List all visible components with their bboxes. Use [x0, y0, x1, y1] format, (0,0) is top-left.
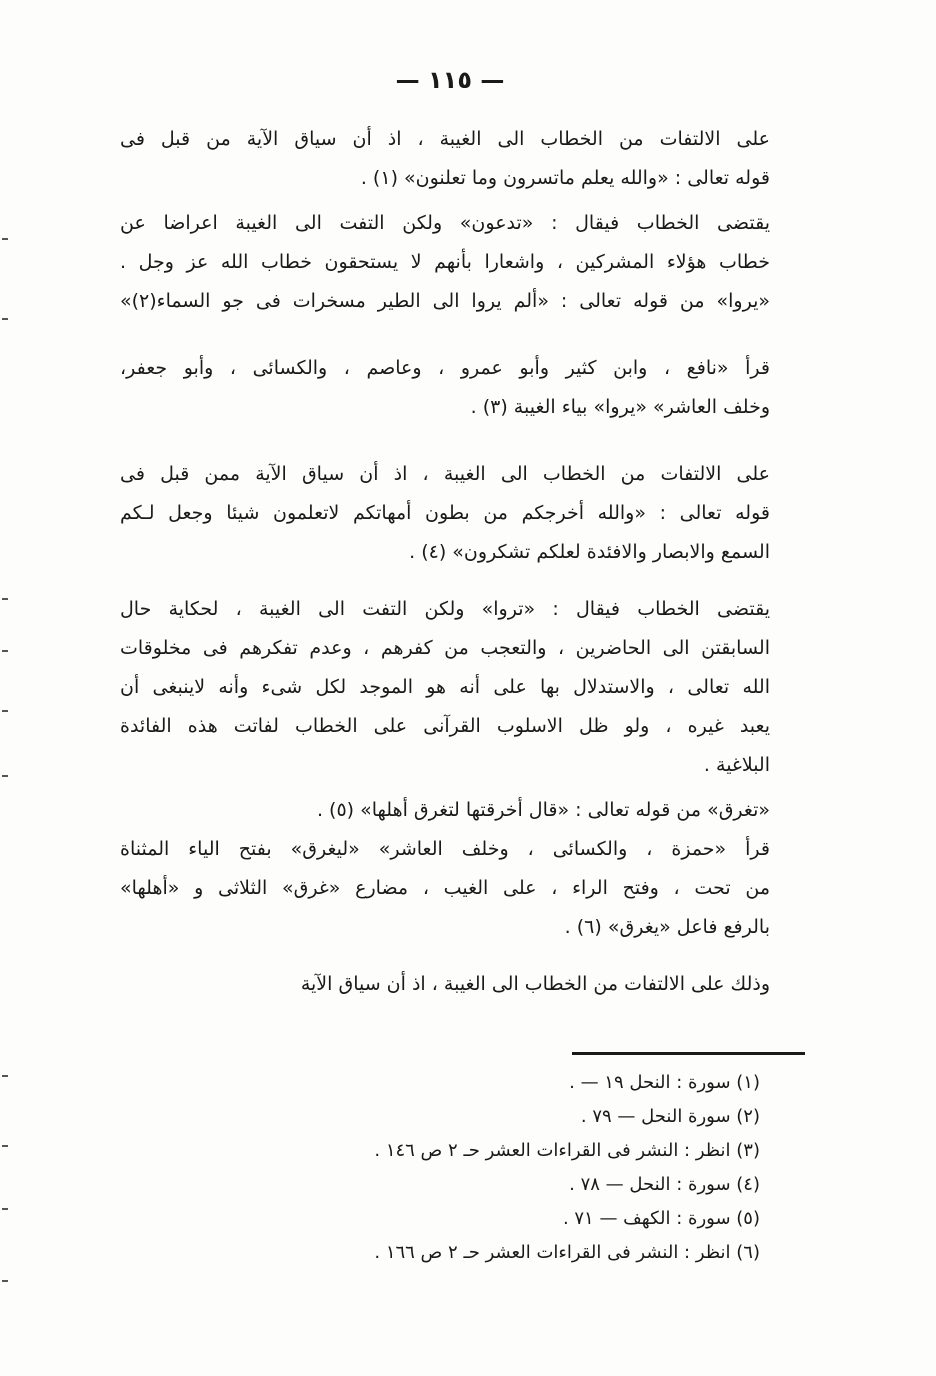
text-line: «تغرق» من قوله تعالى : «قال أخرقتها لتغرق أهلها» (٥) .: [316, 799, 770, 821]
footnote: (٦) انظر : النشر فى القراءات العشر حـ ٢ ص ١٦٦ .: [374, 1242, 760, 1263]
text-line: «يروا» من قوله تعالى : «ألم يروا الى الطير مسخرات فى جو السماء(٢)»: [120, 290, 770, 312]
text-line: البلاغية .: [703, 754, 770, 776]
text-line: قرأ «حمزة ، والكسائى ، وخلف العاشر» «ليغرق» بفتح الياء المثناة: [120, 838, 770, 860]
paragraph: [120, 282, 810, 321]
scan-mark: [2, 775, 8, 777]
scan-mark: [2, 710, 8, 712]
scan-mark: [2, 1208, 8, 1210]
scan-mark: [2, 1280, 8, 1282]
paragraph: [120, 455, 810, 572]
scan-mark: [2, 650, 8, 652]
scan-mark: [2, 1145, 8, 1147]
text-line: من تحت ، وفتح الراء ، على الغيب ، مضارع «غرق» الثلاثى و «أهلها»: [120, 877, 770, 899]
text-line: وذلك على الالتفات من الخطاب الى الغيبة ، اذ أن سياق الآية: [300, 973, 770, 995]
text-line: وخلف العاشر» «يروا» بياء الغيبة (٣) .: [470, 396, 770, 418]
footnote: (٣) انظر : النشر فى القراءات العشر حـ ٢ ص ١٤٦ .: [374, 1140, 760, 1161]
text-line: على الالتفات من الخطاب الى الغيبة ، اذ أن سياق الآية من قبل فى: [120, 128, 770, 150]
footnote: (٥) سورة : الكهف — ٧١ .: [562, 1208, 760, 1229]
footnote: (١) سورة : النحل ١٩ — .: [569, 1072, 760, 1093]
paragraph: [120, 349, 810, 427]
text-line: السمع والابصار والافئدة لعلكم تشكرون» (٤) .: [409, 541, 770, 563]
text-line: السابقتن الى الحاضرين ، والتعجب من كفرهم ، وعدم تفكرهم فى مخلوقات: [120, 637, 770, 659]
paragraph: [120, 965, 810, 1004]
paragraph: [120, 791, 810, 830]
text-line: يعبد غيره ، ولو ظل الاسلوب القرآنى على الخطاب لفاتت هذه الفائدة: [120, 715, 770, 737]
scan-mark: [2, 1075, 8, 1077]
paragraph: [120, 830, 810, 947]
paragraph: [120, 120, 810, 198]
text-line: الله تعالى ، والاستدلال بها على أنه هو الموجد لكل شىء وأنه لاينبغى أن: [120, 676, 770, 698]
text-line: قوله تعالى : «والله يعلم ماتسرون وما تعلنون» (١) .: [360, 167, 770, 189]
footnote: (٤) سورة : النحل — ٧٨ .: [569, 1174, 760, 1195]
paragraph: [120, 590, 810, 785]
footnotes-list: [240, 1066, 760, 1270]
text-line: بالرفع فاعل «يغرق» (٦) .: [564, 916, 770, 938]
text-line: على الالتفات من الخطاب الى الغيبة ، اذ أن سياق الآية ممن قبل فى: [120, 463, 770, 485]
scan-mark: [2, 238, 8, 240]
page-number: — ١١٥ —: [395, 66, 505, 94]
main-text: [120, 120, 810, 1004]
footnote: (٢) سورة النحل — ٧٩ .: [580, 1106, 760, 1127]
scan-mark: [2, 598, 8, 600]
text-line: يقتضى الخطاب فيقال : «تدعون» ولكن التفت الى الغيبة اعراضا عن: [120, 212, 770, 234]
text-line: قوله تعالى : «والله أخرجكم من بطون أمهاتكم لاتعلمون شيئا وجعل لـكم: [120, 502, 770, 524]
text-line: قرأ «نافع ، وابن كثير وأبو عمرو ، وعاصم ، والكسائى ، وأبو جعفر،: [120, 357, 770, 379]
paragraph: [120, 204, 810, 282]
text-line: يقتضى الخطاب فيقال : «تروا» ولكن التفت الى الغيبة ، لحكاية حال: [120, 598, 770, 620]
footnote-divider: [572, 1052, 805, 1055]
text-line: خطاب هؤلاء المشركين ، واشعارا بأنهم لا يستحقون خطاب الله عز وجل .: [120, 251, 770, 273]
scan-mark: [2, 318, 8, 320]
